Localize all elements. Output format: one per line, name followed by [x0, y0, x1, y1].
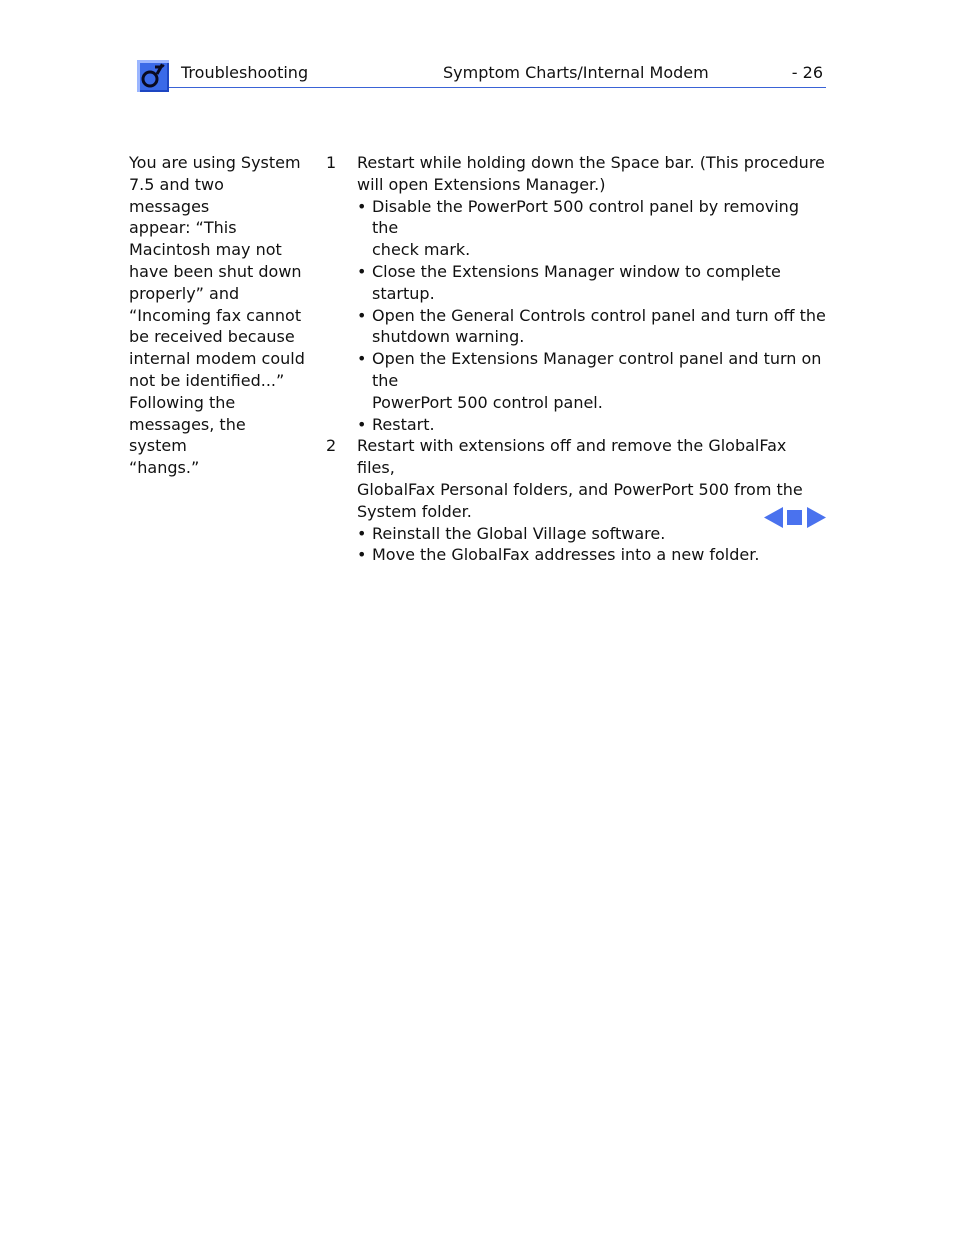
substep-item [357, 523, 826, 545]
substep-line: Move the GlobalFax addresses into a new folder. [372, 545, 760, 565]
step-line: will open Extensions Manager.) [357, 174, 606, 194]
step-line: System folder. [357, 501, 472, 521]
section-title: Troubleshooting [181, 63, 309, 82]
page-number: - 26 [791, 63, 823, 82]
step-line: Restart while holding down the Space bar. (This procedure [357, 153, 825, 172]
bullet: • [357, 196, 367, 216]
substep-item [357, 414, 826, 436]
symptom-line: messages, the system [129, 414, 246, 456]
substep-line: Restart. [372, 414, 435, 434]
next-page-button[interactable] [807, 507, 826, 528]
symptom-line: have been shut down [129, 261, 302, 281]
bullet: • [357, 414, 367, 434]
substep-item [357, 305, 826, 349]
symptom-line: 7.5 and two messages [129, 174, 224, 216]
substep-line: Open the Extensions Manager control panel and turn on the [372, 349, 822, 390]
apple-service-logo-icon [135, 58, 169, 92]
triangle-right-icon [807, 507, 826, 528]
step-number: 2 [326, 436, 337, 456]
substep-item [357, 196, 826, 261]
symptom-description [129, 152, 307, 479]
substep-line: check mark. [372, 240, 471, 260]
symptom-line: appear: “This [129, 218, 237, 238]
symptom-line: internal modem could [129, 349, 305, 369]
symptom-line: Macintosh may not [129, 240, 282, 260]
symptom-line: “Incoming fax cannot [129, 305, 302, 325]
square-icon [787, 510, 802, 525]
substep-line: PowerPort 500 control panel. [372, 392, 603, 412]
symptom-line: Following the [129, 392, 236, 412]
solution-step-1 [326, 152, 826, 435]
header-rule [169, 87, 826, 88]
substep-item [357, 261, 826, 305]
bullet: • [357, 545, 367, 565]
page-header [133, 56, 826, 90]
symptom-line: not be identified...” [129, 370, 285, 390]
step-line: Restart with extensions off and remove the GlobalFax files, [357, 436, 787, 478]
substep-item [357, 544, 826, 566]
contents-button[interactable] [787, 510, 802, 525]
substep-item [357, 348, 826, 413]
chapter-title: Symptom Charts/Internal Modem [443, 63, 709, 82]
substep-line: Close the Extensions Manager window to complete startup. [372, 261, 781, 303]
symptom-line: You are using System [129, 153, 301, 172]
previous-page-button[interactable] [764, 507, 783, 528]
step-line: GlobalFax Personal folders, and PowerPort 500 from the [357, 479, 803, 499]
triangle-left-icon [764, 507, 783, 528]
bullet: • [357, 261, 367, 281]
step-number: 1 [326, 153, 337, 172]
substep-line: Disable the PowerPort 500 control panel by removing the [372, 196, 799, 238]
bullet: • [357, 349, 367, 369]
symptom-line: be received because [129, 327, 295, 347]
solution-steps [326, 152, 826, 566]
substep-line: Open the General Controls control panel and turn off the [372, 305, 826, 325]
symptom-line: properly” and [129, 283, 240, 303]
bullet: • [357, 305, 367, 325]
bullet: • [357, 523, 367, 543]
substep-line: shutdown warning. [372, 327, 525, 347]
page-navigation [764, 507, 826, 528]
solution-step-2 [326, 435, 826, 566]
substep-line: Reinstall the Global Village software. [372, 523, 666, 543]
symptom-line: “hangs.” [129, 458, 200, 478]
